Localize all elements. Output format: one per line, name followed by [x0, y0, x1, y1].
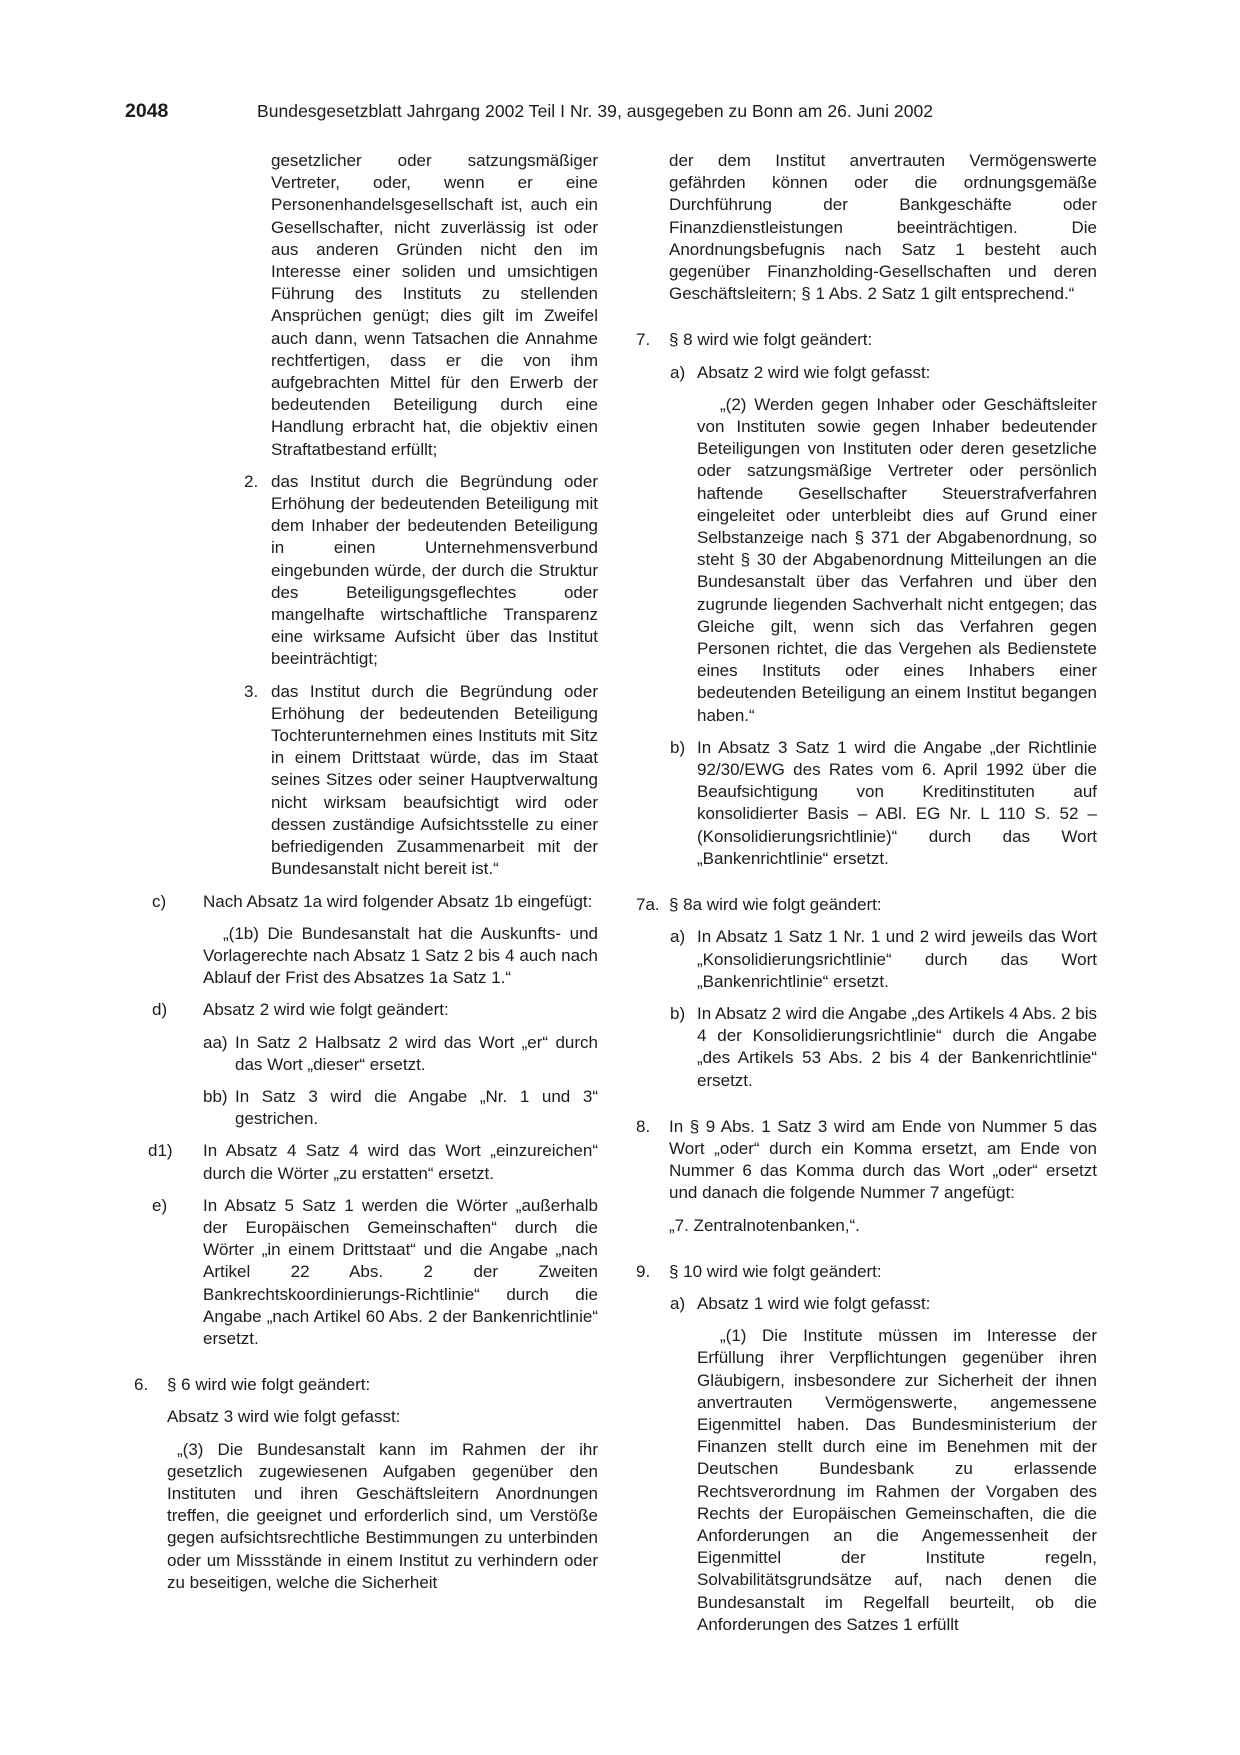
item-text: In Absatz 5 Satz 1 werden die Wörter „außerhalb der Europäischen Gemeinschaften“ durch die Wörter „in einem Drittstaat“ und die Angabe „nach Artikel 22 Abs. 2 der Zweiten Bankrechtskoordinierungs-Richtlinie“ durch die Angabe „nach Artikel 60 Abs. 2 der Bankenrichtlinie“ ersetzt.	[203, 1195, 598, 1348]
item-label: aa)	[203, 1032, 228, 1052]
item-text: In Absatz 2 wird die Angabe „des Artikels 4 Abs. 2 bis 4 der Konsolidierungsrichtlinie“ durch die Angabe „des Artikels 53 Abs. 2 bis 4 der Bankenrichtlinie“ ersetzt.	[697, 1003, 1097, 1090]
item-label: d1)	[148, 1141, 173, 1161]
item-label: b)	[670, 737, 686, 757]
quote-absatz-3: „(3) Die Bundesanstalt kann im Rahmen der ihr gesetzlich zugewiesenen Aufgaben gegenüber den Instituten und ihren Geschäftsleitern Anordnungen treffen, die geeignet und erforderlich sind, um Verstöße gegen aufsichtsrechtliche Bestimmungen zu unterbinden oder um Missstände in einem Institut zu verhindern oder zu beseitigen, welche die Sicherheit	[167, 1439, 598, 1592]
quote-nummer-7: „7. Zentralnotenbanken,“.	[669, 1215, 860, 1235]
item-text: § 8 wird wie folgt geändert:	[669, 330, 873, 350]
left-column	[124, 150, 598, 1594]
section-8	[632, 1116, 1097, 1205]
item-label: e)	[152, 1195, 168, 1215]
item1-continuation: gesetzlicher oder satzungsmäßiger Vertreter, oder, wenn er eine Personenhandelsgesellschaft ist, auch ein Gesellschafter, nicht zuverlässig ist oder aus anderen Gründen nicht den im Interesse einer soliden und umsichtigen Führung des Instituts zu stellenden Ansprüchen genügt; dies gilt im Zweifel auch dann, wenn Tatsachen die Annahme rechtfertigen, dass er die von ihm aufgebrachten Mittel für den Erwerb der bedeutenden Beteiligung durch eine Handlung erbracht hat, die objektiv einen Straftatbestand erfüllt;	[271, 151, 598, 459]
item-label: 6.	[134, 1375, 149, 1395]
item-label: bb)	[203, 1086, 228, 1106]
list-item-aa	[124, 1032, 598, 1076]
item-label: a)	[670, 927, 686, 947]
item-text: In Absatz 3 Satz 1 wird die Angabe „der Richtlinie 92/30/EWG des Rates vom 6. April 1992 über die Beaufsichtigung von Kreditinstituten auf konsolidierter Basis – ABl. EG Nr. L 110 S. 52 – (Konsolidierungsrichtlinie)“ durch das Wort „Bankenrichtlinie“ ersetzt.	[697, 737, 1097, 868]
section-7-a	[632, 362, 1097, 384]
item-label: 7.	[636, 330, 651, 350]
quote-absatz-1: „(1) Die Institute müssen im Interesse der Erfüllung ihrer Verpflichtungen gegenüber ihren Gläubigern, insbesondere zur Sicherheit der ihnen anvertrauten Vermögenswerte, angemessene Eigenmittel haben. Das Bundesministerium der Finanzen stellt durch eine im Benehmen mit der Deutschen Bundesbank zu erlassende Rechtsverordnung im Rahmen der Vorgaben des Rechts der Europäischen Gemeinschaften, die die Anforderungen an die Angemessenheit der Eigenmittel der Institute regeln, Solvabilitätsgrundsätze auf, nach denen die Bundesanstalt im Regelfall beurteilt, ob die Anforderungen des Satzes 1 erfüllt	[697, 1326, 1097, 1634]
item-label: c)	[152, 891, 167, 911]
item-label: 2.	[244, 471, 259, 491]
section-6	[124, 1374, 598, 1396]
section-7a	[632, 894, 1097, 916]
item-text: Absatz 1 wird wie folgt gefasst:	[697, 1293, 931, 1313]
item-label: d)	[152, 1000, 168, 1020]
section-7a-b	[632, 1003, 1097, 1092]
quote-continuation: der dem Institut anvertrauten Vermögenswerte gefährden können oder die ordnungsgemäße Durchführung der Bankgeschäfte oder Finanzdienstleistungen beeinträchtigen. Die Anordnungsbefugnis nach Satz 1 besteht auch gegenüber Finanzholding-Gesellschaften und deren Geschäftsleitern; § 1 Abs. 2 Satz 1 gilt entsprechend.“	[669, 151, 1097, 304]
right-column	[632, 150, 1097, 1636]
list-item-d1	[124, 1140, 598, 1184]
item-text: § 8a wird wie folgt geändert:	[669, 895, 882, 915]
item-text: In § 9 Abs. 1 Satz 3 wird am Ende von Nummer 5 das Wort „oder“ durch ein Komma ersetzt, am Ende von Nummer 6 das Komma durch das Wort „oder“ ersetzt und danach die folgende Nummer 7 angefügt:	[669, 1116, 1097, 1203]
item-text: das Institut durch die Begründung oder Erhöhung der bedeutenden Beteiligung mit dem Inhaber der bedeutenden Beteiligung in einen Unternehmensverbund eingebunden würde, der durch die Struktur des Beteiligungsgeflechtes oder mangelhafte wirtschaftliche Transparenz eine wirksame Aufsicht über das Institut beeinträchtigt;	[271, 471, 598, 669]
item-text: Absatz 2 wird wie folgt geändert:	[203, 1000, 449, 1020]
item-text: § 10 wird wie folgt geändert:	[669, 1261, 882, 1281]
item-text: das Institut durch die Begründung oder Erhöhung der bedeutenden Beteiligung Tochterunternehmen eines Instituts mit Sitz in einem Drittstaat würde, das im Staat seines Sitzes oder seiner Hauptverwaltung nicht wirksam beaufsichtigt wird oder dessen zuständige Aufsichtsstelle zu einer befriedigenden Zusammenarbeit mit der Bundesanstalt nicht bereit ist.“	[271, 681, 598, 879]
section-6-subline: Absatz 3 wird wie folgt gefasst:	[167, 1407, 401, 1427]
list-item-2	[124, 471, 598, 671]
item-label: 9.	[636, 1261, 651, 1281]
item-text: In Satz 3 wird die Angabe „Nr. 1 und 3“ gestrichen.	[235, 1086, 598, 1129]
section-7a-a	[632, 926, 1097, 993]
quote-absatz-1b: „(1b) Die Bundesanstalt hat die Auskunfts- und Vorlagerechte nach Absatz 1 Satz 2 bis 4 auch nach Ablauf der Frist des Absatzes 1a Satz 1.“	[203, 923, 598, 988]
item-text: In Absatz 1 Satz 1 Nr. 1 und 2 wird jeweils das Wort „Konsolidierungsrichtlinie“ durch das Wort „Bankenrichtlinie“ ersetzt.	[697, 927, 1097, 991]
item-text: In Absatz 4 Satz 4 wird das Wort „einzureichen“ durch die Wörter „zu erstatten“ ersetzt.	[203, 1141, 598, 1183]
item-label: a)	[670, 362, 686, 382]
section-7-b	[632, 737, 1097, 870]
item-label: 7a.	[636, 895, 660, 915]
list-item-e	[124, 1195, 598, 1350]
section-9-a	[632, 1293, 1097, 1315]
list-item-d	[124, 999, 598, 1021]
gazette-header-title: Bundesgesetzblatt Jahrgang 2002 Teil I Nr. 39, ausgegeben zu Bonn am 26. Juni 2002	[257, 101, 934, 121]
item-text: Nach Absatz 1a wird folgender Absatz 1b eingefügt:	[203, 891, 593, 911]
section-9	[632, 1261, 1097, 1283]
section-7	[632, 329, 1097, 351]
quote-absatz-2: „(2) Werden gegen Inhaber oder Geschäftsleiter von Instituten sowie gegen Inhaber bedeutender Beteiligungen von Instituten oder deren gesetzliche oder satzungsmäßige Vertreter oder persönlich haftende Gesellschafter Steuerstrafverfahren eingeleitet oder unterbleibt dies auf Grund einer Selbstanzeige nach § 371 der Abgabenordnung, so steht § 30 der Abgabenordnung Mitteilungen an die Bundesanstalt über das Verfahren und über den zugrunde liegenden Sachverhalt nicht entgegen; das Gleiche gilt, wenn sich das Verfahren gegen Personen richtet, die das Vergehen als Bedienstete eines Instituts oder eines Inhabers einer bedeutenden Beteiligung an einem Institut begangen haben.“	[697, 394, 1097, 725]
item-label: 8.	[636, 1116, 651, 1136]
item-text: Absatz 2 wird wie folgt gefasst:	[697, 362, 931, 382]
item-label: 3.	[244, 681, 259, 701]
list-item-3	[124, 681, 598, 881]
item-label: a)	[670, 1293, 686, 1313]
page-number: 2048	[125, 100, 169, 122]
item-text: § 6 wird wie folgt geändert:	[167, 1375, 371, 1395]
list-item-bb	[124, 1086, 598, 1130]
item-text: In Satz 2 Halbsatz 2 wird das Wort „er“ durch das Wort „dieser“ ersetzt.	[235, 1032, 598, 1074]
list-item-c	[124, 891, 598, 913]
item-label: b)	[670, 1003, 686, 1023]
